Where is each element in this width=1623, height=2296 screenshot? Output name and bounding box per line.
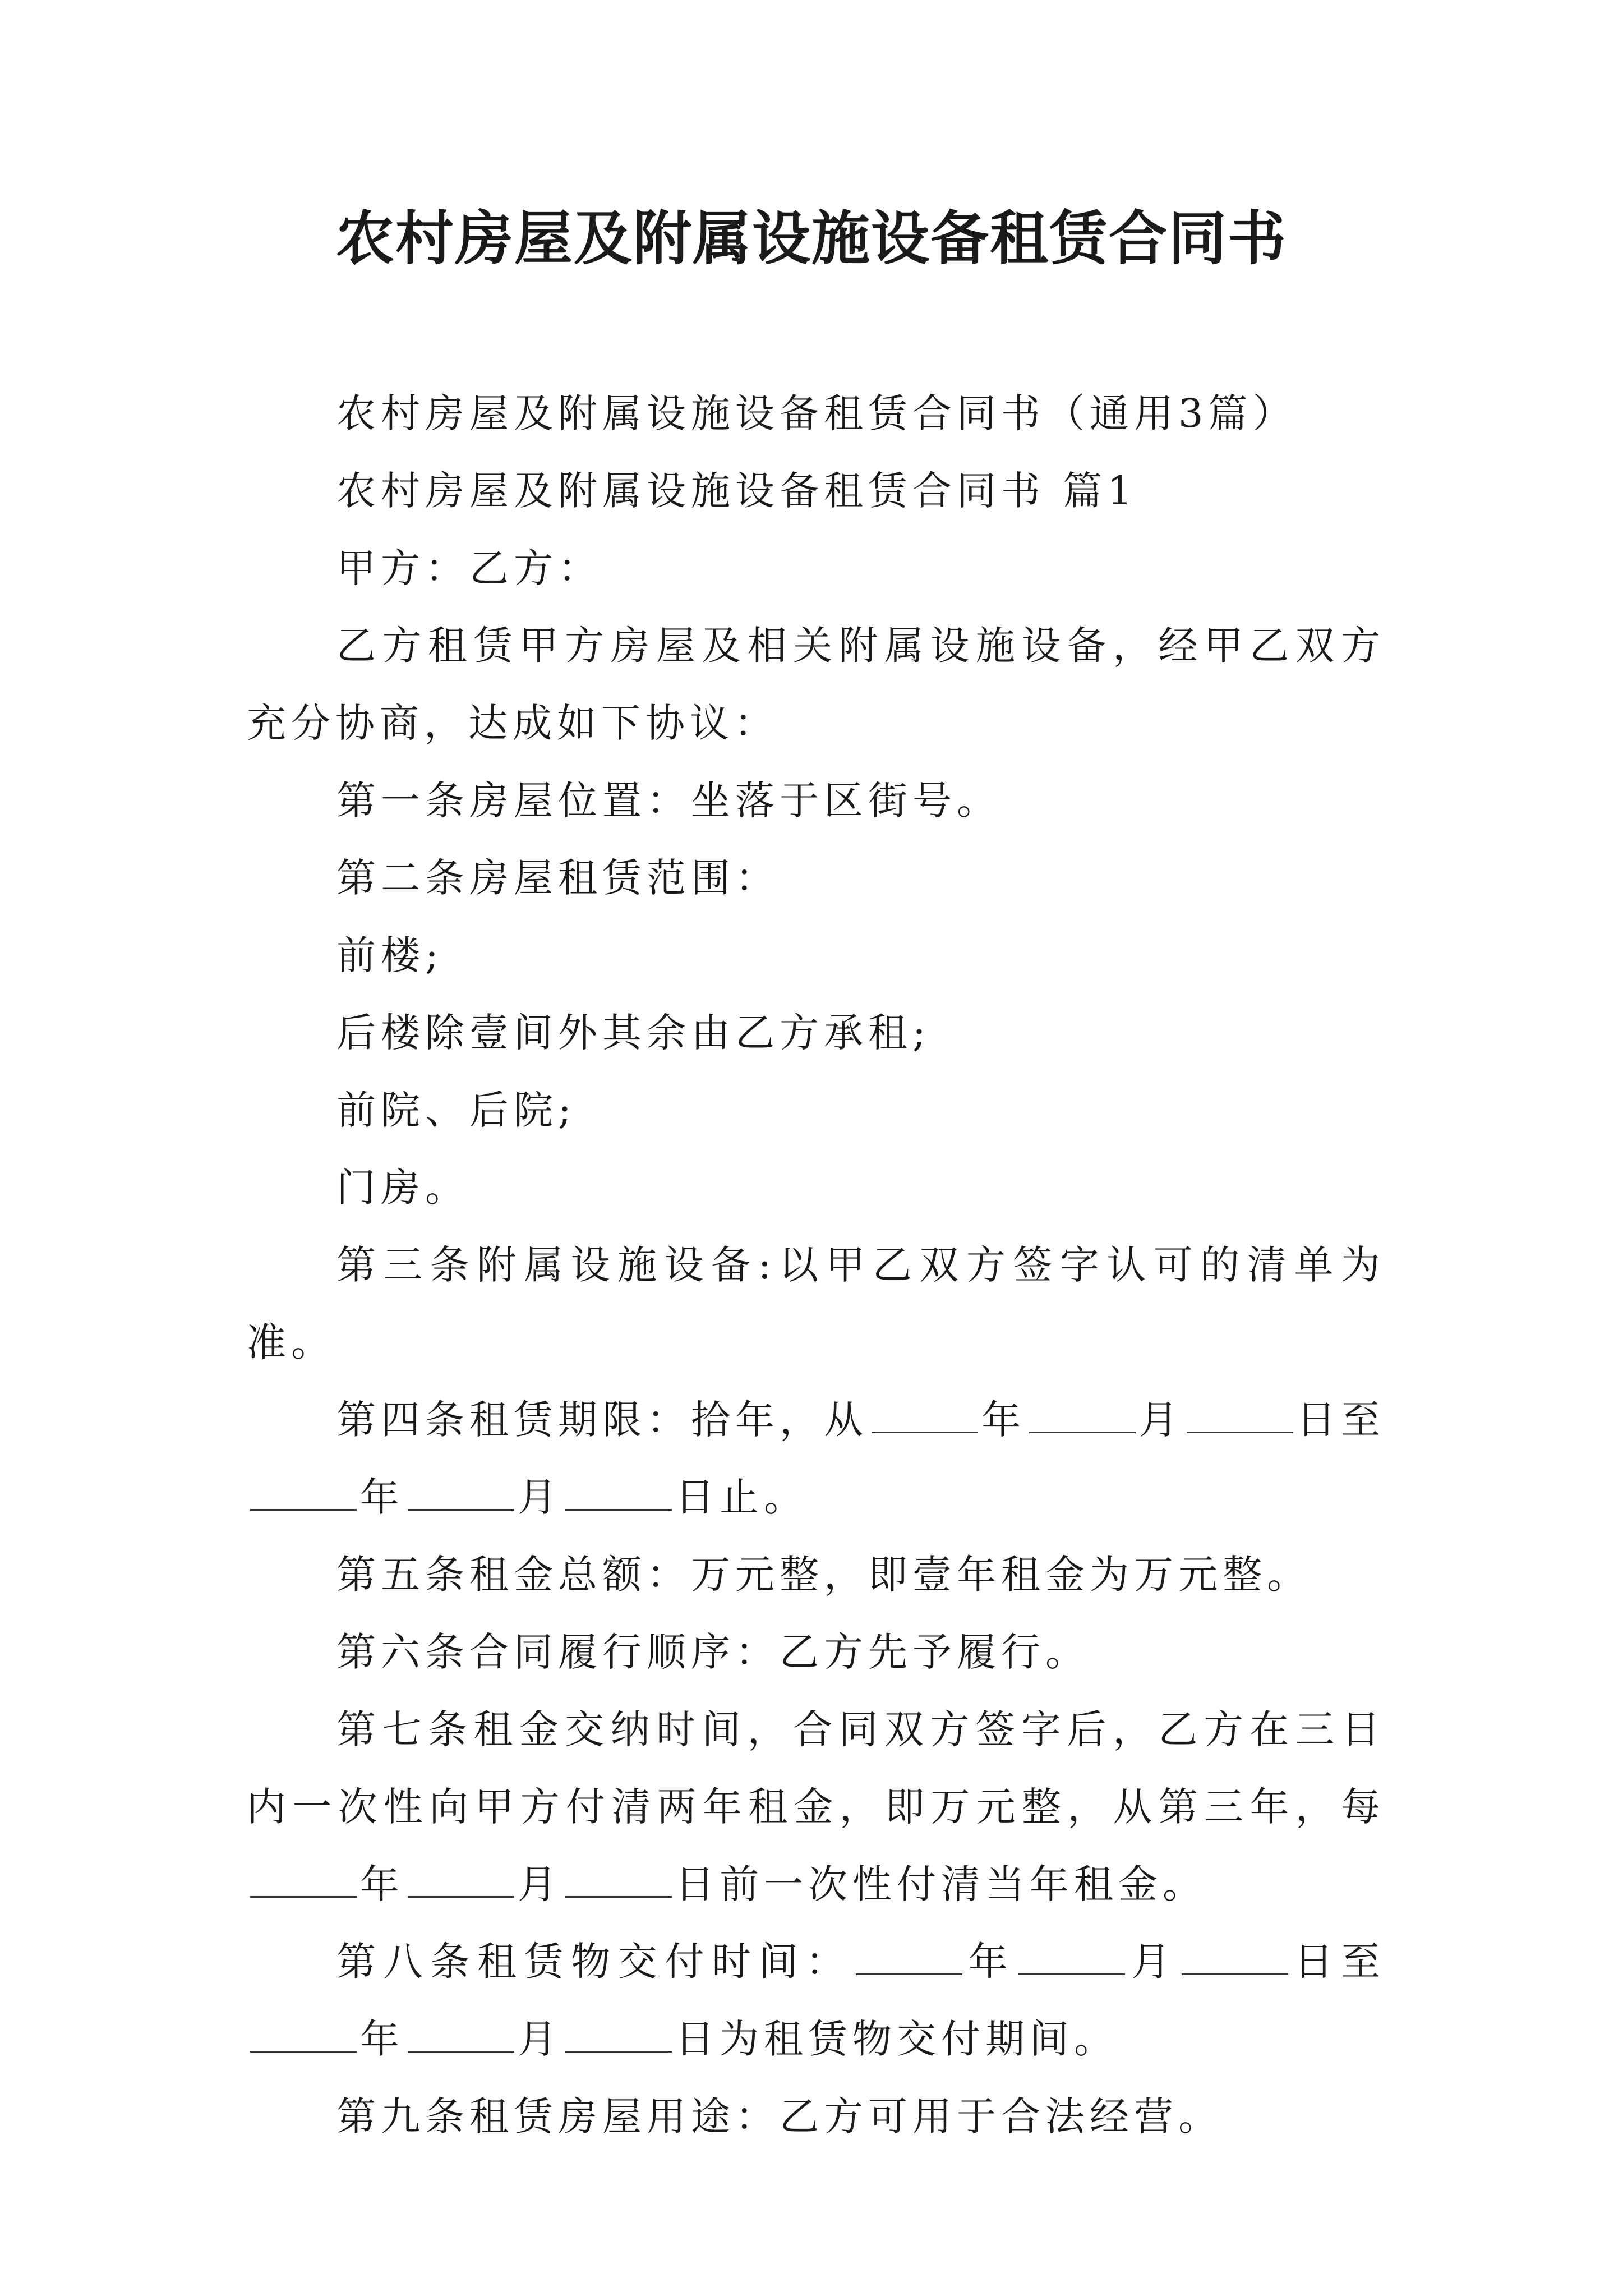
article-7-month: 月	[518, 1861, 562, 1907]
blank-line	[408, 2017, 514, 2053]
parties-line: 甲方：乙方：	[336, 545, 602, 591]
article-7	[247, 1691, 1385, 1923]
blank-line	[250, 1862, 357, 1898]
article-9: 第九条租赁房屋用途：乙方可用于合法经营。	[336, 2093, 1223, 2139]
blank-line	[250, 1475, 357, 1511]
article-4-day-end: 日止。	[675, 1474, 808, 1520]
article-1: 第一条房屋位置：坐落于区街号。	[336, 777, 1001, 823]
article-7-year: 年	[360, 1861, 404, 1907]
document-body	[247, 375, 1385, 2155]
article-4-year-end: 年	[360, 1474, 404, 1520]
scope-item-front-building: 前楼;	[336, 932, 444, 978]
article-8-year-end: 年	[360, 2016, 404, 2062]
article-8-prefix: 第八条租赁物交付时间：	[336, 1939, 853, 1985]
subtitle-paragraph: 农村房屋及附属设施设备租赁合同书（通用3篇）	[336, 390, 1297, 436]
article-4-prefix: 第四条租赁期限：拾年，从	[336, 1397, 868, 1443]
blank-line	[856, 1940, 962, 1975]
blank-line	[408, 1862, 514, 1898]
article-2: 第二条房屋租赁范围：	[336, 855, 780, 901]
blank-line	[872, 1398, 978, 1433]
article-8-suffix: 日为租赁物交付期间。	[675, 2016, 1118, 2062]
article-7-suffix: 日前一次性付清当年租金。	[675, 1861, 1207, 1907]
article-8-month: 月	[1128, 1939, 1178, 1985]
blank-line	[565, 1862, 672, 1898]
scope-item-rear-building: 后楼除壹间外其余由乙方承租;	[336, 1010, 931, 1056]
scope-item-gatehouse: 门房。	[336, 1165, 469, 1211]
article-8	[247, 1923, 1385, 2078]
article-4	[247, 1381, 1385, 1536]
blank-line	[1182, 1940, 1288, 1975]
article-8-month-end: 月	[518, 2016, 562, 2062]
scope-item-yards: 前院、后院;	[336, 1087, 577, 1133]
blank-line	[565, 1475, 672, 1511]
article-7-prefix: 第七条租金交纳时间，合同双方签字后，乙方在三日内一次性向甲方付清两年租金，即万元整，从第三年，每	[247, 1706, 1385, 1830]
intro-paragraph: 乙方租赁甲方房屋及相关附属设施设备，经甲乙双方充分协商，达成如下协议：	[247, 623, 1385, 746]
article-5: 第五条租金总额：万元整，即壹年租金为万元整。	[336, 1552, 1311, 1598]
article-4-month-end: 月	[518, 1474, 562, 1520]
article-6: 第六条合同履行顺序：乙方先予履行。	[336, 1629, 1090, 1675]
blank-line	[1018, 1940, 1125, 1975]
article-4-day-to: 日至	[1297, 1397, 1385, 1443]
blank-line	[408, 1475, 514, 1511]
article-8-year: 年	[966, 1939, 1016, 1985]
blank-line	[565, 2017, 672, 2053]
blank-line	[250, 2017, 357, 2053]
section-heading: 农村房屋及附属设施设备租赁合同书 篇1	[336, 468, 1137, 514]
article-4-month: 月	[1139, 1397, 1183, 1443]
article-4-year: 年	[981, 1397, 1026, 1443]
article-8-day-to: 日至	[1291, 1939, 1386, 1985]
article-3: 第三条附属设施设备:以甲乙双方签字认可的清单为准。	[247, 1242, 1385, 1365]
blank-line	[1029, 1398, 1136, 1433]
blank-line	[1187, 1398, 1293, 1433]
document-title: 农村房屋及附属设施设备租赁合同书	[335, 204, 1287, 273]
